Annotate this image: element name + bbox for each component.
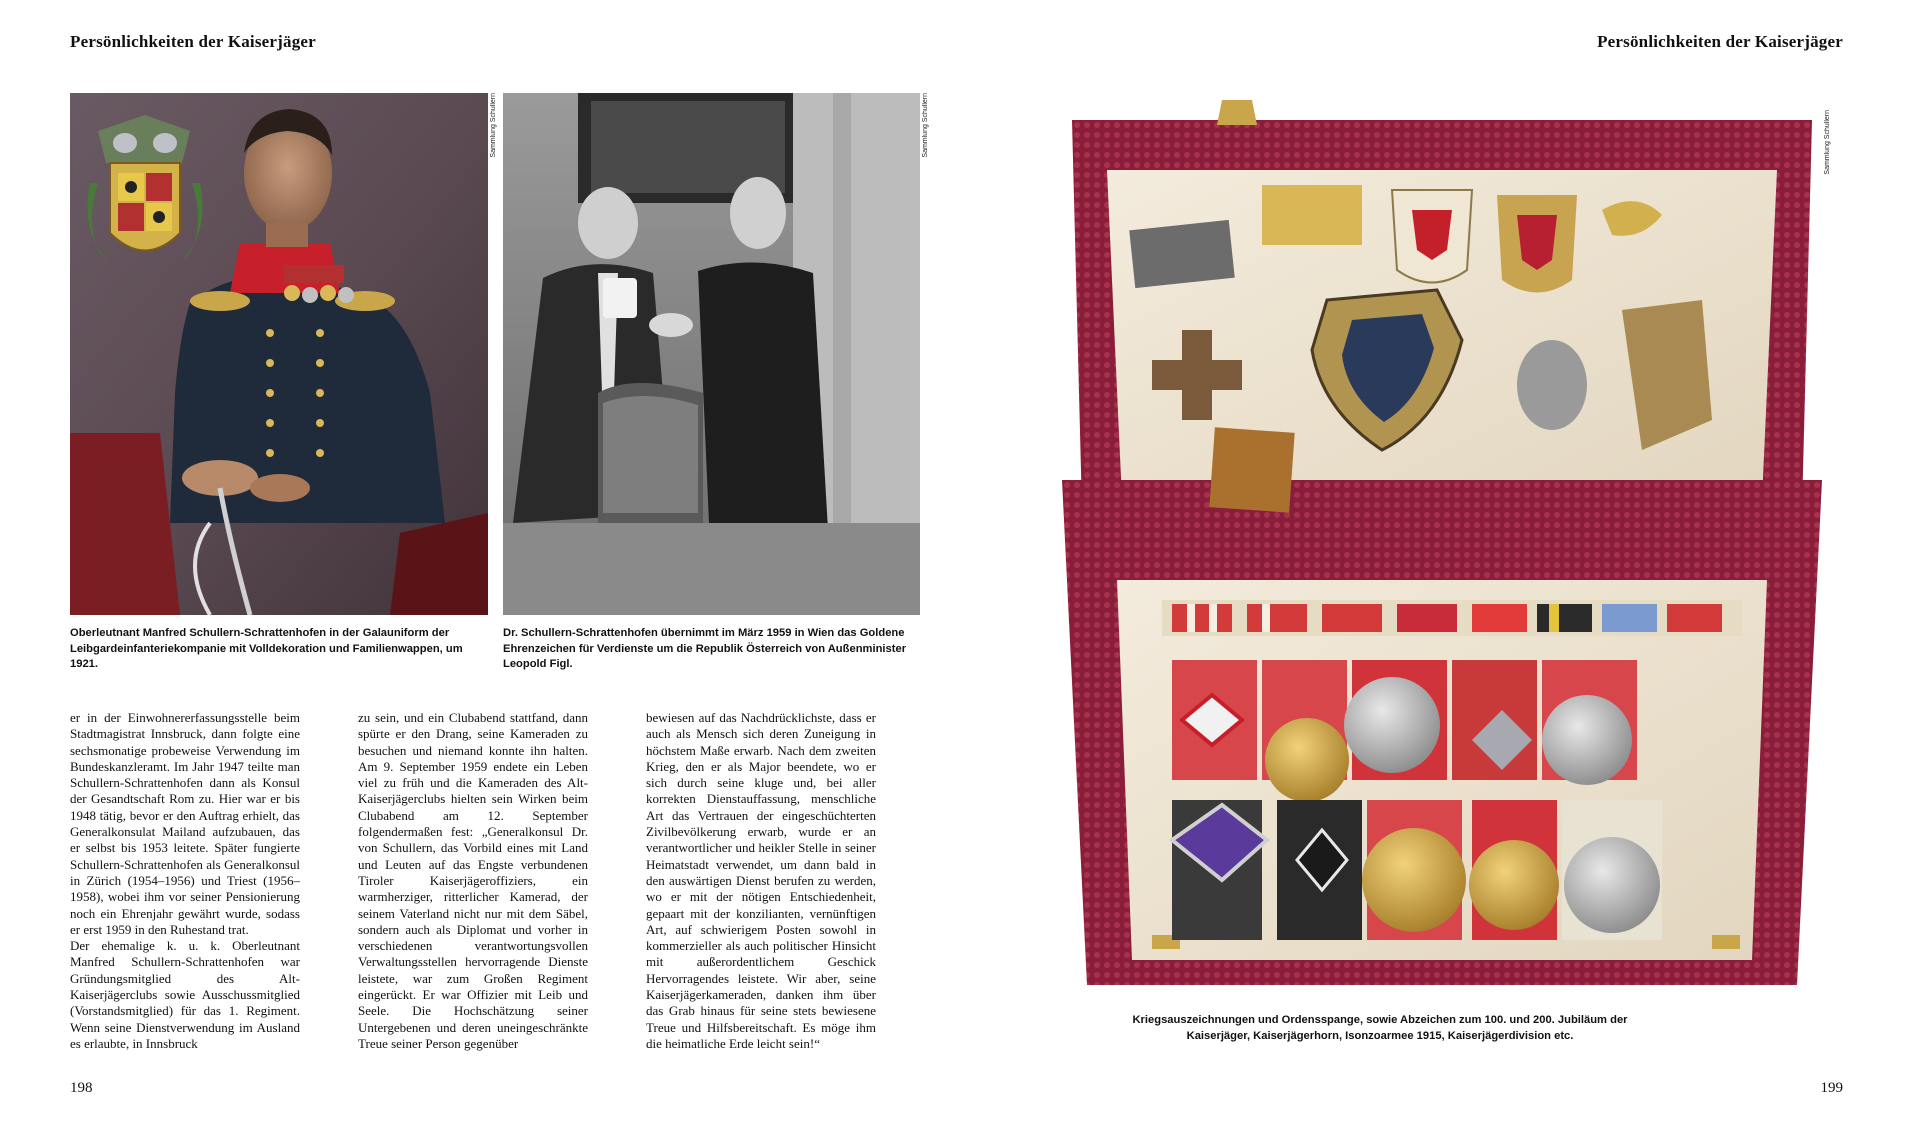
running-head-right: Persönlichkeiten der Kaiserjäger <box>1597 32 1843 51</box>
page-number-right: 199 <box>1820 1080 1843 1096</box>
article-column-1 <box>70 710 300 1052</box>
ceremony-photo <box>503 93 920 615</box>
portrait-photo-credit: Sammlung Schullern <box>490 93 497 158</box>
medal-photo-credit: Sammlung Schullern <box>1824 110 1831 175</box>
medal-case-photo <box>1062 100 1822 985</box>
article-column-3 <box>646 710 876 1052</box>
ceremony-image <box>503 93 920 615</box>
article-column-2 <box>358 710 588 1052</box>
ceremony-photo-credit: Sammlung Schullern <box>922 93 929 158</box>
article-paragraph: zu sein, und ein Clubabend stattfand, dann spürte er den Drang, seine Kameraden zu besuchen und niemand konnte ihn halten. Am 9. September 1959 endete ein Leben viel zu früh und die Kameraden des Alt-Kaiserjägerclubs hielten sein Wirken beim Clubabend am 12. September folgendermaßen fest: „Generalkonsul Dr. von Schullern, das Vorbild eines mit Land und Leuten auf das Engste verbundenen Tiroler Kaiserjägeroffiziers, ein warmherziger, ritterlicher Kamerad, der seinem Vaterland nicht nur mit dem Säbel, sondern auch als Diplomat und vorher in verschiedenen verantwortungsvollen Verwaltungsstellen hervorragende Dienste leistete, war zum Großen Regiment eingerückt. Er war Offizier mit Leib und Seele. Die Hochschätzung seiner Untergebenen und deren uneingeschränkte Treue seiner Person gegenüber <box>358 710 588 1051</box>
ceremony-caption: Dr. Schullern-Schrattenhofen übernimmt im März 1959 in Wien das Goldene Ehrenzeichen für Verdienste um die Republik Österreich von Außenminister Leopold Figl. <box>503 627 907 670</box>
portrait-painting-photo <box>70 93 488 615</box>
portrait-painting-image <box>70 93 488 615</box>
article-paragraph: bewiesen auf das Nachdrücklichste, dass er auch als Mensch sich deren Zuneigung in höchstem Maße erwarb. Nach dem zweiten Krieg, den er als Major beendete, wo er sich durch seine kluge und, bei aller korrekten Dienstauffassung, menschliche Art das Vertrauen der eingeschüchterten Zivilbevölkerung erwarb, wurde er an verantwortlicher und heikler Stelle in seiner Heimatstadt verwendet, um dann bald in den auswärtigen Dienst berufen zu werden, wo er mit der nötigen Entschiedenheit, gepaart mit der konzilianten, vernünftigen Art, auf schwierigem Posten sowohl in kommerzieller als auch politischer Hinsicht mit außerordentlichem Geschick Hervorragendes leistete. Wir aber, seine Kaiserjägerkameraden, danken ihm über das Grab hinaus für seine stets bewiesene Treue und Hilfsbereitschaft. Es möge ihm die heimatliche Erde leicht sein!“ <box>646 710 876 1051</box>
article-paragraph: Der ehemalige k. u. k. Oberleutnant Manfred Schullern-Schrattenhofen war Gründungsmitglied des Alt-Kaiserjägerclubs sowie Ausschussmitglied (Vorstandsmitglied) für das 1. Regiment. Wenn seine Dienstverwendung im Ausland es erlaubte, in Innsbruck <box>70 938 300 1051</box>
medal-case-image <box>1062 100 1822 985</box>
portrait-caption: Oberleutnant Manfred Schullern-Schrattenhofen in der Galauniform der Leibgardeinfanteriekompanie mit Volldekoration und Familienwappen, um 1921. <box>70 627 463 670</box>
medal-caption: Kriegsauszeichnungen und Ordensspange, sowie Abzeichen zum 100. und 200. Jubiläum der Kaiserjäger, Kaiserjägerhorn, Isonzoarmee 1915, Kaiserjägerdivision etc. <box>1132 1014 1628 1042</box>
running-head-left: Persönlichkeiten der Kaiserjäger <box>70 32 316 51</box>
page-number-left: 198 <box>70 1080 93 1096</box>
article-paragraph: er in der Einwohnererfassungsstelle beim Stadtmagistrat Innsbruck, dann folgte eine sechsmonatige probeweise Verwendung im Bundeskanzleramt. Im Jahr 1947 teilte man Schullern-Schrattenhofen dann als Konsul der Gesandtschaft Rom zu. Hier war er bis 1948 tätig, bevor er den Auftrag erhielt, das Generalkonsulat Mailand aufzubauen, das er selbst bis 1953 leitete. Später fungierte Schullern-Schrattenhofen als Generalkonsul in Zürich (1954–1956) und Triest (1956–1958), wobei ihm vor seiner Pensionierung noch ein Ehrenjahr gewährt wurde, sodass er erst 1959 in den Ruhestand trat. <box>70 710 300 937</box>
